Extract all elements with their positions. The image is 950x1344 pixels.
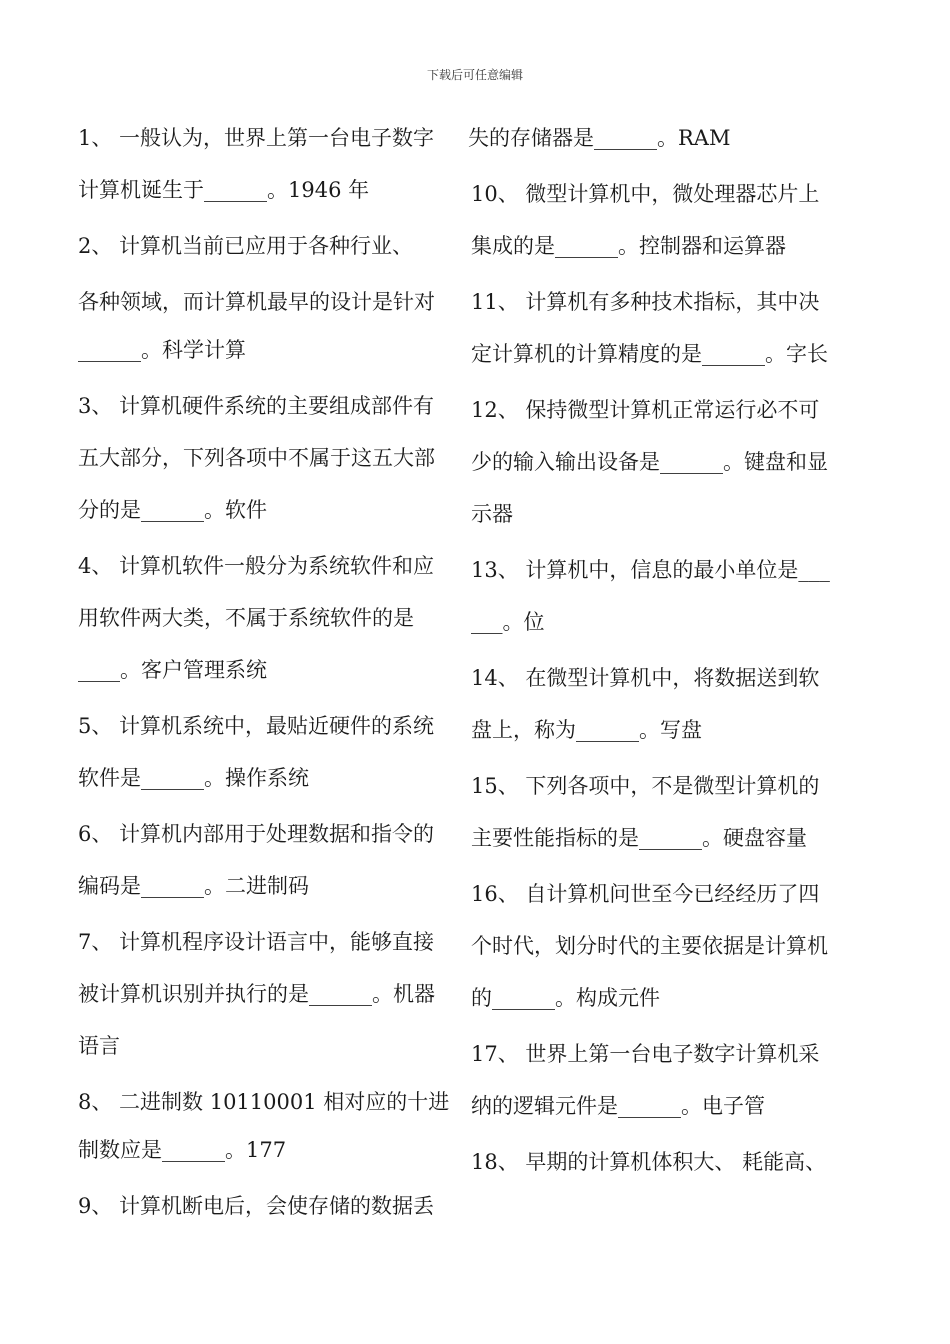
left-line-7: 五大部分，下列各项中不属于这五大部 bbox=[78, 446, 435, 470]
left-line-11: ____。客户管理系统 bbox=[78, 658, 267, 682]
right-line-15: 16、 自计算机问世至今已经经历了四 bbox=[471, 882, 820, 906]
right-line-3: 集成的是______。控制器和运算器 bbox=[471, 234, 786, 258]
right-line-14: 主要性能指标的是______。硬盘容量 bbox=[471, 826, 807, 850]
right-line-4: 11、 计算机有多种技术指标，其中决 bbox=[471, 290, 820, 314]
right-line-11: 14、 在微型计算机中，将数据送到软 bbox=[471, 666, 820, 690]
right-line-10: ___。位 bbox=[471, 610, 545, 634]
left-line-3: 2、 计算机当前已应用于各种行业、 bbox=[78, 234, 414, 258]
left-line-9: 4、 计算机软件一般分为系统软件和应 bbox=[78, 554, 435, 578]
left-line-14: 6、 计算机内部用于处理数据和指令的 bbox=[78, 822, 435, 846]
left-line-5: ______。科学计算 bbox=[78, 338, 246, 362]
right-line-18: 17、 世界上第一台电子数字计算机采 bbox=[471, 1042, 820, 1066]
left-line-6: 3、 计算机硬件系统的主要组成部件有 bbox=[78, 394, 435, 418]
left-line-2: 计算机诞生于______。1946 年 bbox=[78, 178, 370, 202]
right-line-16: 个时代，划分时代的主要依据是计算机 bbox=[471, 934, 828, 958]
left-line-8: 分的是______。软件 bbox=[78, 498, 267, 522]
right-line-6: 12、 保持微型计算机正常运行必不可 bbox=[471, 398, 820, 422]
right-line-20: 18、 早期的计算机体积大、 耗能高、 bbox=[471, 1150, 827, 1174]
page-header: 下载后可任意编辑 bbox=[426, 68, 523, 82]
left-line-17: 被计算机识别并执行的是______。机器 bbox=[78, 982, 435, 1006]
left-line-19: 8、 二进制数 10110001 相对应的十进 bbox=[78, 1090, 450, 1114]
left-line-18: 语言 bbox=[78, 1034, 120, 1058]
left-line-1: 1、 一般认为，世界上第一台电子数字 bbox=[78, 126, 435, 150]
right-line-17: 的______。构成元件 bbox=[471, 986, 660, 1010]
right-line-2: 10、 微型计算机中，微处理器芯片上 bbox=[471, 182, 820, 206]
right-line-8: 示器 bbox=[471, 502, 513, 526]
right-line-1: 失的存储器是______。RAM bbox=[468, 126, 731, 150]
left-line-21: 9、 计算机断电后，会使存储的数据丢 bbox=[78, 1194, 435, 1218]
left-line-16: 7、 计算机程序设计语言中，能够直接 bbox=[78, 930, 435, 954]
right-line-12: 盘上，称为______。写盘 bbox=[471, 718, 702, 742]
right-line-7: 少的输入输出设备是______。键盘和显 bbox=[471, 450, 828, 474]
right-line-9: 13、 计算机中，信息的最小单位是___ bbox=[471, 558, 830, 582]
left-line-10: 用软件两大类，不属于系统软件的是 bbox=[78, 606, 414, 630]
right-line-13: 15、 下列各项中，不是微型计算机的 bbox=[471, 774, 820, 798]
right-line-5: 定计算机的计算精度的是______。字长 bbox=[471, 342, 828, 366]
left-line-20: 制数应是______。177 bbox=[78, 1138, 287, 1162]
left-line-15: 编码是______。二进制码 bbox=[78, 874, 309, 898]
left-line-4: 各种领域，而计算机最早的设计是针对 bbox=[78, 290, 435, 314]
left-line-13: 软件是______。操作系统 bbox=[78, 766, 309, 790]
right-line-19: 纳的逻辑元件是______。电子管 bbox=[471, 1094, 765, 1118]
left-line-12: 5、 计算机系统中，最贴近硬件的系统 bbox=[78, 714, 435, 738]
